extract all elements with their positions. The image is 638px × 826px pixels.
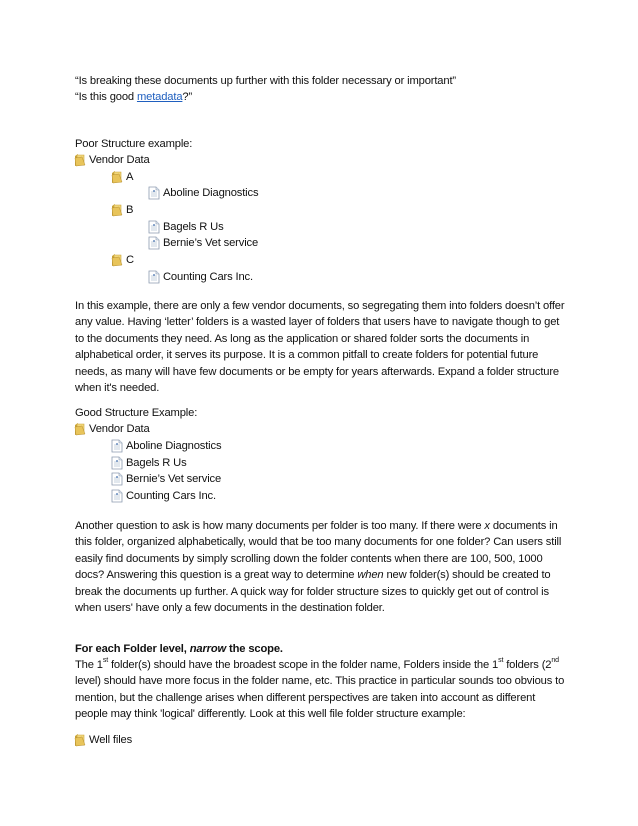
scope-paragraph — [75, 657, 567, 723]
folder-icon — [111, 170, 123, 184]
document-icon — [148, 186, 160, 200]
poor-structure-heading: Poor Structure example: — [75, 138, 193, 150]
folder-label: B — [126, 204, 134, 216]
documents-per-folder-paragraph — [75, 518, 567, 616]
well-files-folder — [74, 732, 132, 748]
poor-folder-c — [111, 252, 134, 268]
folder-label: Vendor Data — [89, 423, 150, 435]
question-metadata-before: “Is this good — [75, 91, 137, 103]
file-label: Bernie’s Vet service — [126, 473, 222, 485]
poor-root-folder — [74, 152, 150, 168]
file-label: Counting Cars Inc. — [163, 271, 253, 283]
file-label: Aboline Diagnostics — [163, 187, 259, 199]
poor-file — [148, 235, 258, 251]
file-label: Aboline Diagnostics — [126, 440, 222, 452]
metadata-link[interactable]: metadata — [136, 91, 183, 103]
document-icon — [148, 236, 160, 250]
folder-icon — [111, 203, 123, 217]
poor-file — [148, 185, 258, 201]
file-label: Counting Cars Inc. — [126, 490, 216, 502]
good-root-folder — [74, 421, 150, 437]
good-file — [111, 438, 221, 454]
question-metadata-after: ?” — [182, 91, 193, 103]
poor-file — [148, 219, 224, 235]
file-label: Bernie’s Vet service — [163, 237, 259, 249]
folder-icon — [111, 253, 123, 267]
document-icon — [148, 270, 160, 284]
good-file — [111, 488, 216, 504]
folder-icon — [74, 733, 86, 747]
poor-folder-a — [111, 169, 133, 185]
scope-heading: For each Folder level, narrow the scope. — [75, 643, 283, 655]
document-icon — [111, 439, 123, 453]
poor-file — [148, 269, 253, 285]
document-icon — [148, 220, 160, 234]
question-metadata — [75, 89, 192, 105]
folder-label: Vendor Data — [89, 154, 150, 166]
document-icon — [111, 472, 123, 486]
folder-label: C — [126, 254, 134, 266]
folder-label: A — [126, 171, 134, 183]
poor-folder-b — [111, 202, 133, 218]
paragraph-text: The 1st folder(s) should have the broadest scope in the folder name, Folders inside the 1st folders (2nd level) should have more focus in the folder name, etc. This practice in particular sounds too obvious to mention, but the challenge arises when different perspectives are taken into account as different people may think 'logical' differently. Look at this well file folder structure example: — [75, 657, 565, 721]
poor-structure-explanation — [75, 298, 567, 396]
folder-icon — [74, 422, 86, 436]
document-icon — [111, 456, 123, 470]
paragraph-text: Another question to ask is how many documents per folder is too many. If there were x documents in this folder, organized alphabetically, would that be too many documents for one folder? Can users still easily find documents by simply scrolling down the folder contents when there are 100, 500, 1000 docs? Answering this question is a great way to determine when new folder(s) should be created to break the documents up further. A quick way for folder structure sizes to quickly get out of control is when users' have only a few documents in the destination folder. — [75, 520, 562, 615]
explanation-text: In this example, there are only a few vendor documents, so segregating them into folders doesn’t offer any value. Having ‘letter’ folders is a wasted layer of folders that users have to navigate though to get to the documents they need. As long as the application or shared folder sorts the documents in alphabetical order, it serves its purpose. It is a common pitfall to create folders for potential future needs, as many will have few documents or be empty for years afterwards. Expand a folder structure when it's needed. — [75, 300, 565, 395]
good-file — [111, 471, 221, 487]
question-necessary: “Is breaking these documents up further with this folder necessary or important” — [75, 75, 456, 87]
file-label: Bagels R Us — [163, 221, 224, 233]
good-file — [111, 455, 187, 471]
folder-label: Well files — [89, 734, 133, 746]
good-structure-heading: Good Structure Example: — [75, 407, 198, 419]
file-label: Bagels R Us — [126, 457, 187, 469]
folder-icon — [74, 153, 86, 167]
document-icon — [111, 489, 123, 503]
